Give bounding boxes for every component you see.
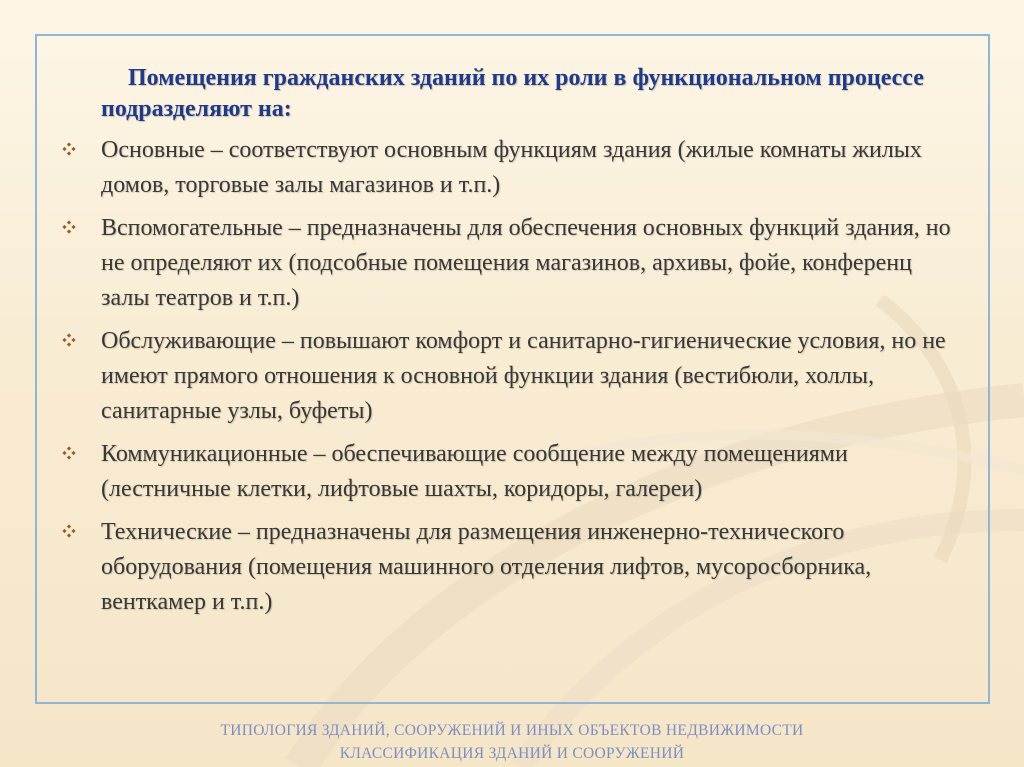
diamond-bullet-icon (62, 524, 76, 538)
diamond-bullet-icon (62, 220, 76, 234)
list-item-text: Основные – соответствуют основным функциям здания (жилые комнаты жилых домов, торговые залы магазинов и т.п.) (101, 137, 922, 198)
footer-section-title: КЛАССИФИКАЦИЯ ЗДАНИЙ И СООРУЖЕНИЙ (339, 745, 685, 762)
diamond-bullet-icon (62, 333, 76, 347)
list-item-text: Технические – предназначены для размещения инженерно-технического оборудования (помещения машинного отделения лифтов, мусоросборника, венткамер и т.п.) (101, 519, 872, 615)
diamond-bullet-icon (62, 142, 76, 156)
list-item-technical-rooms (60, 515, 960, 620)
list-item-auxiliary-rooms (60, 211, 960, 316)
diamond-bullet-icon (62, 446, 76, 460)
list-item-service-rooms (60, 324, 960, 429)
footer-course-title: ТИПОЛОГИЯ ЗДАНИЙ, СООРУЖЕНИЙ И ИНЫХ ОБЪЕКТОВ НЕДВИЖИМОСТИ (220, 722, 804, 739)
list-item-text: Обслуживающие – повышают комфорт и санитарно-гигиенические условия, но не имеют прямого отношения к основной функции здания (вестибюли, холлы, санитарные узлы, буфеты) (101, 328, 946, 424)
list-item-main-rooms (60, 133, 960, 203)
list-item-text: Вспомогательные – предназначены для обеспечения основных функций здания, но не определяют их (подсобные помещения магазинов, архивы, фойе, конференц залы театров и т.п.) (101, 215, 951, 311)
slide-intro-heading: Помещения гражданских зданий по их роли в функциональном процессе подразделяют на: (101, 65, 924, 122)
list-item-communication-rooms (60, 437, 960, 507)
list-item-text: Коммуникационные – обеспечивающие сообщение между помещениями (лестничные клетки, лифтовые шахты, коридоры, галереи) (101, 441, 848, 502)
classification-list (60, 133, 960, 628)
